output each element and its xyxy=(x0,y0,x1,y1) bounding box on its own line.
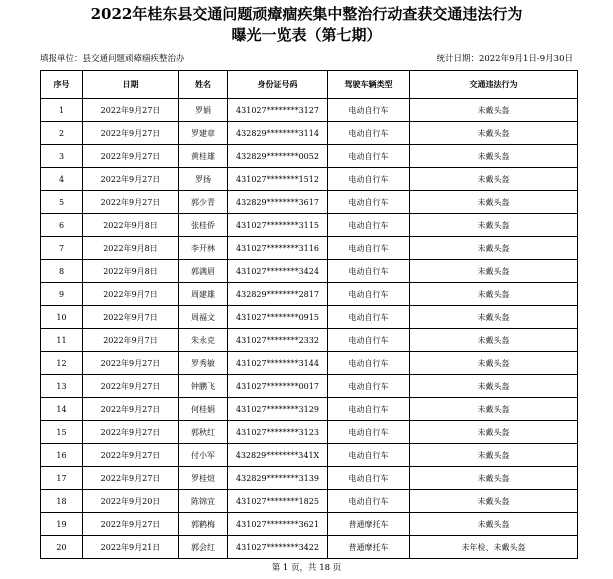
table-body xyxy=(41,99,578,559)
cell-date: 2022年9月8日 xyxy=(83,237,179,260)
cell-vehicle-type: 电动自行车 xyxy=(328,145,410,168)
cell-vehicle-type: 电动自行车 xyxy=(328,352,410,375)
cell-index: 19 xyxy=(41,513,83,536)
cell-id-number: 432829********3114 xyxy=(228,122,328,145)
cell-index: 12 xyxy=(41,352,83,375)
table-row xyxy=(41,145,578,168)
table-row xyxy=(41,329,578,352)
table-row xyxy=(41,260,578,283)
cell-vehicle-type: 电动自行车 xyxy=(328,398,410,421)
table-row xyxy=(41,122,578,145)
cell-vehicle-type: 电动自行车 xyxy=(328,329,410,352)
cell-vehicle-type: 电动自行车 xyxy=(328,260,410,283)
cell-violation: 未戴头盔 xyxy=(410,306,578,329)
cell-violation: 未戴头盔 xyxy=(410,329,578,352)
table-row xyxy=(41,444,578,467)
cell-date: 2022年9月7日 xyxy=(83,329,179,352)
cell-date: 2022年9月20日 xyxy=(83,490,179,513)
cell-vehicle-type: 普通摩托车 xyxy=(328,536,410,559)
cell-id-number: 432829********3617 xyxy=(228,191,328,214)
statistics-date: 统计日期：2022年9月1日-9月30日 xyxy=(436,54,573,64)
cell-date: 2022年9月27日 xyxy=(83,513,179,536)
reporting-unit: 填报单位：县交通问题顽瘴痼疾整治办 xyxy=(40,54,185,64)
cell-date: 2022年9月27日 xyxy=(83,375,179,398)
cell-vehicle-type: 电动自行车 xyxy=(328,467,410,490)
cell-id-number: 431027********3144 xyxy=(228,352,328,375)
cell-index: 17 xyxy=(41,467,83,490)
cell-violation: 未戴头盔 xyxy=(410,490,578,513)
cell-date: 2022年9月27日 xyxy=(83,145,179,168)
cell-id-number: 432829********2817 xyxy=(228,283,328,306)
table-row xyxy=(41,513,578,536)
cell-date: 2022年9月27日 xyxy=(83,122,179,145)
cell-vehicle-type: 电动自行车 xyxy=(328,444,410,467)
table-row xyxy=(41,99,578,122)
cell-vehicle-type: 电动自行车 xyxy=(328,375,410,398)
cell-violation: 未戴头盔 xyxy=(410,444,578,467)
cell-date: 2022年9月27日 xyxy=(83,444,179,467)
cell-id-number: 432829********341X xyxy=(228,444,328,467)
table-row xyxy=(41,168,578,191)
table-row xyxy=(41,490,578,513)
cell-vehicle-type: 电动自行车 xyxy=(328,283,410,306)
cell-id-number: 431027********3422 xyxy=(228,536,328,559)
cell-name: 钟鹏飞 xyxy=(179,375,228,398)
cell-name: 张桂侨 xyxy=(179,214,228,237)
cell-violation: 未戴头盔 xyxy=(410,421,578,444)
cell-name: 郭秋红 xyxy=(179,421,228,444)
cell-index: 3 xyxy=(41,145,83,168)
cell-violation: 未戴头盔 xyxy=(410,214,578,237)
header-id-number: 身份证号码 xyxy=(228,71,328,99)
cell-id-number: 431027********3116 xyxy=(228,237,328,260)
cell-date: 2022年9月27日 xyxy=(83,168,179,191)
table-row xyxy=(41,352,578,375)
cell-id-number: 431027********2332 xyxy=(228,329,328,352)
cell-index: 10 xyxy=(41,306,83,329)
cell-violation: 未戴头盔 xyxy=(410,168,578,191)
cell-vehicle-type: 电动自行车 xyxy=(328,490,410,513)
cell-violation: 未年检、未戴头盔 xyxy=(410,536,578,559)
cell-vehicle-type: 电动自行车 xyxy=(328,168,410,191)
cell-violation: 未戴头盔 xyxy=(410,375,578,398)
cell-index: 13 xyxy=(41,375,83,398)
cell-name: 陈锦宜 xyxy=(179,490,228,513)
cell-date: 2022年9月8日 xyxy=(83,260,179,283)
table-row xyxy=(41,375,578,398)
page-footer: 第 1 页，共 18 页 xyxy=(271,563,342,573)
header-date: 日期 xyxy=(83,71,179,99)
cell-id-number: 431027********3123 xyxy=(228,421,328,444)
cell-violation: 未戴头盔 xyxy=(410,145,578,168)
cell-id-number: 431027********1512 xyxy=(228,168,328,191)
page-title-line1: 2022年桂东县交通问题顽瘴痼疾集中整治行动查获交通违法行为 xyxy=(90,5,523,23)
header-index: 序号 xyxy=(41,71,83,99)
cell-vehicle-type: 电动自行车 xyxy=(328,99,410,122)
cell-date: 2022年9月7日 xyxy=(83,306,179,329)
cell-id-number: 431027********1825 xyxy=(228,490,328,513)
cell-id-number: 431027********3115 xyxy=(228,214,328,237)
cell-name: 周福文 xyxy=(179,306,228,329)
cell-name: 黄桂雄 xyxy=(179,145,228,168)
cell-name: 罗扬 xyxy=(179,168,228,191)
cell-index: 16 xyxy=(41,444,83,467)
cell-violation: 未戴头盔 xyxy=(410,122,578,145)
cell-date: 2022年9月21日 xyxy=(83,536,179,559)
cell-date: 2022年9月27日 xyxy=(83,352,179,375)
cell-name: 何桂娟 xyxy=(179,398,228,421)
cell-index: 11 xyxy=(41,329,83,352)
cell-index: 6 xyxy=(41,214,83,237)
cell-name: 朱永克 xyxy=(179,329,228,352)
cell-violation: 未戴头盔 xyxy=(410,99,578,122)
cell-date: 2022年9月8日 xyxy=(83,214,179,237)
cell-name: 付小军 xyxy=(179,444,228,467)
cell-date: 2022年9月27日 xyxy=(83,99,179,122)
cell-name: 罗桂煊 xyxy=(179,467,228,490)
cell-vehicle-type: 电动自行车 xyxy=(328,237,410,260)
table-row xyxy=(41,398,578,421)
cell-date: 2022年9月27日 xyxy=(83,421,179,444)
cell-violation: 未戴头盔 xyxy=(410,398,578,421)
cell-violation: 未戴头盔 xyxy=(410,352,578,375)
cell-index: 18 xyxy=(41,490,83,513)
cell-violation: 未戴头盔 xyxy=(410,237,578,260)
cell-name: 郭鹤梅 xyxy=(179,513,228,536)
cell-index: 1 xyxy=(41,99,83,122)
header-violation: 交通违法行为 xyxy=(410,71,578,99)
cell-id-number: 431027********3129 xyxy=(228,398,328,421)
cell-index: 7 xyxy=(41,237,83,260)
cell-id-number: 432829********0052 xyxy=(228,145,328,168)
table-header-row xyxy=(41,71,578,99)
cell-index: 8 xyxy=(41,260,83,283)
page-title-line2: 曝光一览表（第七期） xyxy=(231,26,382,44)
cell-name: 郭满眉 xyxy=(179,260,228,283)
cell-index: 2 xyxy=(41,122,83,145)
cell-name: 罗秀敏 xyxy=(179,352,228,375)
cell-date: 2022年9月27日 xyxy=(83,467,179,490)
cell-index: 4 xyxy=(41,168,83,191)
cell-index: 15 xyxy=(41,421,83,444)
table-row xyxy=(41,306,578,329)
violations-table xyxy=(40,70,578,559)
cell-id-number: 431027********0017 xyxy=(228,375,328,398)
cell-id-number: 431027********0915 xyxy=(228,306,328,329)
cell-index: 14 xyxy=(41,398,83,421)
cell-name: 罗娟 xyxy=(179,99,228,122)
table-row xyxy=(41,283,578,306)
cell-violation: 未戴头盔 xyxy=(410,260,578,283)
cell-violation: 未戴头盔 xyxy=(410,513,578,536)
table-row xyxy=(41,237,578,260)
cell-index: 20 xyxy=(41,536,83,559)
cell-violation: 未戴头盔 xyxy=(410,283,578,306)
cell-vehicle-type: 电动自行车 xyxy=(328,122,410,145)
cell-date: 2022年9月27日 xyxy=(83,191,179,214)
cell-vehicle-type: 电动自行车 xyxy=(328,306,410,329)
cell-id-number: 431027********3127 xyxy=(228,99,328,122)
cell-index: 9 xyxy=(41,283,83,306)
cell-id-number: 431027********3621 xyxy=(228,513,328,536)
cell-violation: 未戴头盔 xyxy=(410,467,578,490)
header-name: 姓名 xyxy=(179,71,228,99)
cell-vehicle-type: 电动自行车 xyxy=(328,214,410,237)
cell-name: 郭会红 xyxy=(179,536,228,559)
cell-violation: 未戴头盔 xyxy=(410,191,578,214)
table-row xyxy=(41,214,578,237)
cell-date: 2022年9月7日 xyxy=(83,283,179,306)
cell-index: 5 xyxy=(41,191,83,214)
table-row xyxy=(41,421,578,444)
header-vehicle-type: 驾驶车辆类型 xyxy=(328,71,410,99)
table-row xyxy=(41,536,578,559)
table-row xyxy=(41,467,578,490)
cell-date: 2022年9月27日 xyxy=(83,398,179,421)
cell-vehicle-type: 电动自行车 xyxy=(328,191,410,214)
cell-vehicle-type: 电动自行车 xyxy=(328,421,410,444)
cell-name: 郭少青 xyxy=(179,191,228,214)
cell-vehicle-type: 普通摩托车 xyxy=(328,513,410,536)
cell-name: 罗建章 xyxy=(179,122,228,145)
table-row xyxy=(41,191,578,214)
cell-name: 李开林 xyxy=(179,237,228,260)
cell-name: 周建雄 xyxy=(179,283,228,306)
cell-id-number: 431027********3424 xyxy=(228,260,328,283)
cell-id-number: 432829********3139 xyxy=(228,467,328,490)
